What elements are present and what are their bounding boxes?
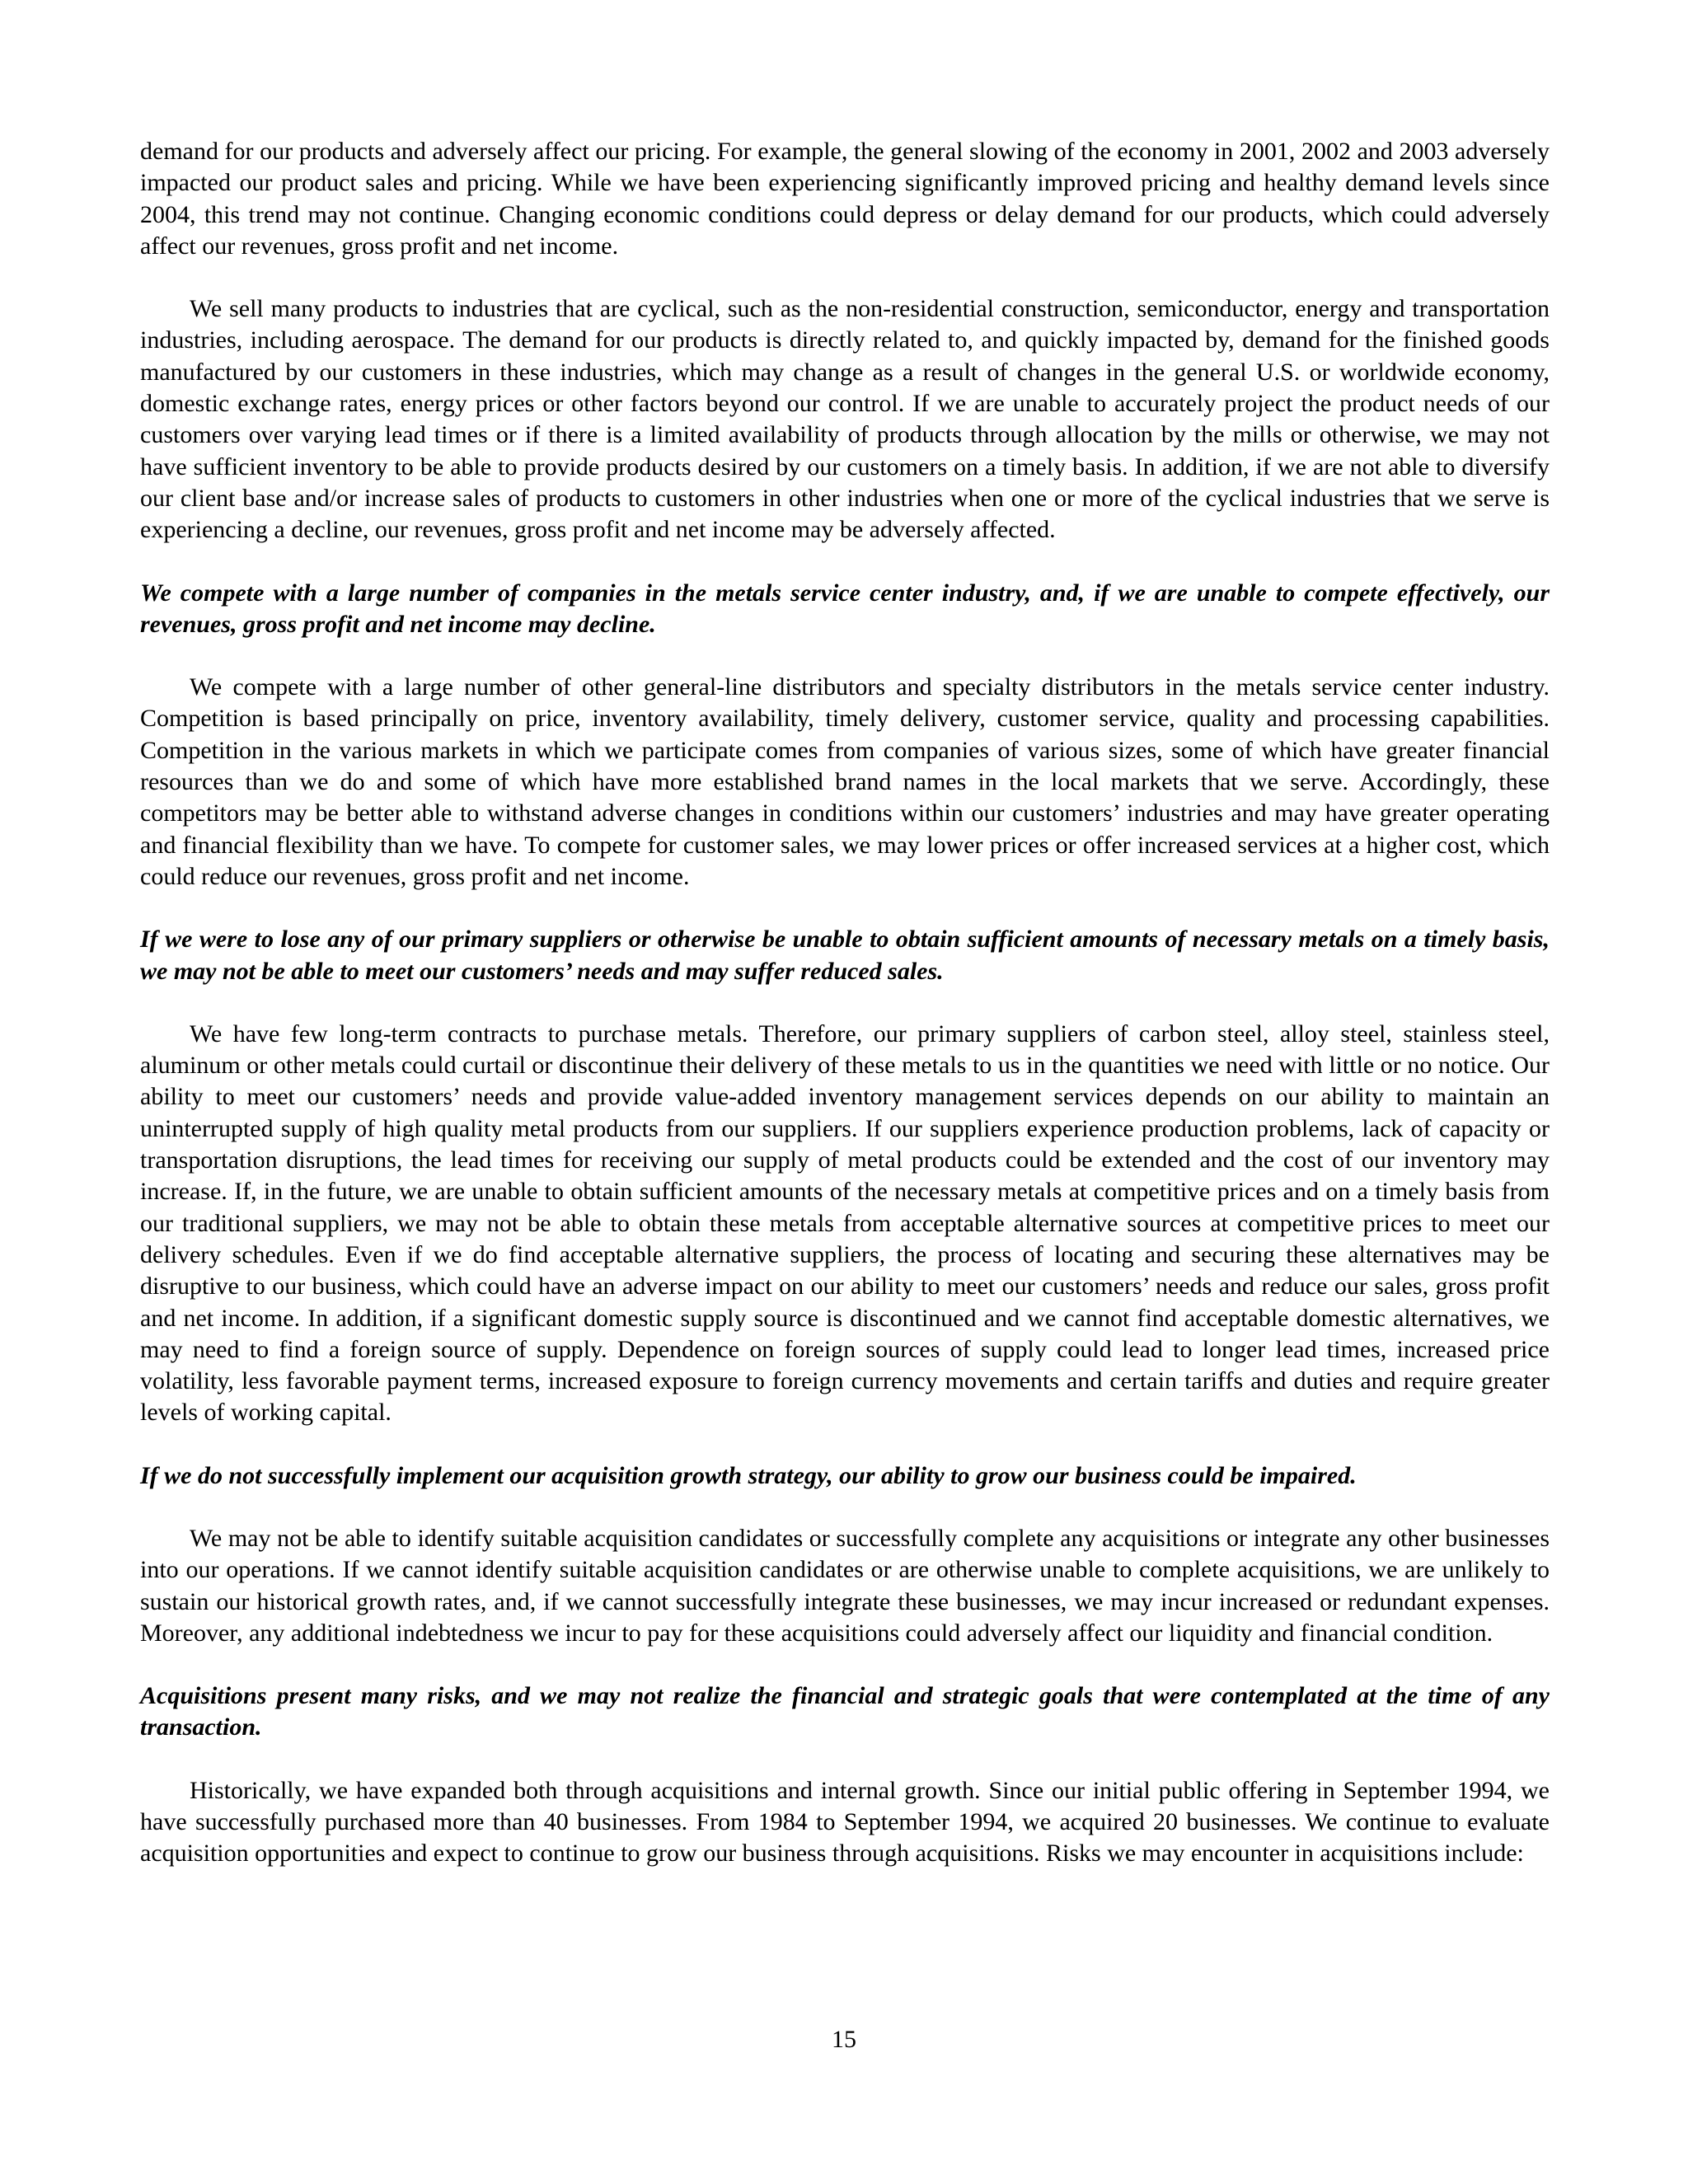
risk-heading-competition: We compete with a large number of companies in the metals service center industry, and, if we are unable to compete effectively, our revenues, gross profit and net income may decline. [140, 579, 1550, 638]
risk-heading-acquisition-strategy: If we do not successfully implement our acquisition growth strategy, our ability to grow our business could be impaired. [140, 1461, 1357, 1489]
paragraph-spacer [140, 1429, 1550, 1460]
paragraph-competition: We compete with a large number of other general-line distributors and specialty distributors in the metals service center industry. Competition is based principally on price, inventory availability, timely delivery, customer service, quality and processing capabilities. Competition in the various markets in which we participate comes from companies of various sizes, some of which have greater financial resources than we do and some of which have more established brand names in the local markets that we serve. Accordingly, these competitors may be better able to withstand adverse changes in conditions within our customers’ industries and may have greater operating and financial flexibility than we have. To compete for customer sales, we may lower prices or offer increased services at a higher cost, which could reduce our revenues, gross profit and net income. [140, 673, 1550, 890]
risk-heading-acquisition-risks: Acquisitions present many risks, and we may not realize the financial and strategic goals that were contemplated at the time of any transaction. [140, 1682, 1550, 1741]
paragraph-spacer [140, 1649, 1550, 1680]
paragraph-acquisition-strategy: We may not be able to identify suitable acquisition candidates or successfully complete any acquisitions or integrate any other businesses into our operations. If we cannot identify suitable acquisition candidates or are otherwise unable to complete acquisitions, we are unlikely to sustain our historical growth rates, and, if we cannot successfully integrate these businesses, we may incur increased or redundant expenses. Moreover, any additional indebtedness we incur to pay for these acquisitions could adversely affect our liquidity and financial condition. [140, 1524, 1550, 1647]
paragraph-spacer [140, 893, 1550, 924]
paragraph-spacer [140, 546, 1550, 578]
paragraph-cyclical-industries: We sell many products to industries that are cyclical, such as the non-residential construction, semiconductor, energy and transportation industries, including aerospace. The demand for our products is directly related to, and quickly impacted by, demand for the finished goods manufactured by our customers in these industries, which may change as a result of changes in the general U.S. or worldwide economy, domestic exchange rates, energy prices or other factors beyond our control. If we are unable to accurately project the product needs of our customers over varying lead times or if there is a limited availability of products through allocation by the mills or otherwise, we may not have sufficient inventory to be able to provide products desired by our customers on a timely basis. In addition, if we are not able to diversify our client base and/or increase sales of products to customers in other industries when one or more of the cyclical industries that we serve is experiencing a decline, our revenues, gross profit and net income may be adversely affected. [140, 295, 1550, 544]
paragraph-spacer [140, 1492, 1550, 1523]
page-number: 15 [832, 2026, 856, 2053]
paragraph-spacer [140, 640, 1550, 672]
paragraph-demand-continuation: demand for our products and adversely affect our pricing. For example, the general slowing of the economy in 2001, 2002 and 2003 adversely impacted our product sales and pricing. While we have been experiencing significantly improved pricing and healthy demand levels since 2004, this trend may not continue. Changing economic conditions could depress or delay demand for our products, which could adversely affect our revenues, gross profit and net income. [140, 138, 1550, 260]
paragraph-spacer [140, 262, 1550, 293]
paragraph-acquisition-history: Historically, we have expanded both through acquisitions and internal growth. Since our initial public offering in September 1994, we have successfully purchased more than 40 businesses. From 1984 to September 1994, we acquired 20 businesses. We continue to evaluate acquisition opportunities and expect to continue to grow our business through acquisitions. Risks we may encounter in acquisitions include: [140, 1776, 1550, 1868]
paragraph-suppliers: We have few long-term contracts to purchase metals. Therefore, our primary suppliers of carbon steel, alloy steel, stainless steel, aluminum or other metals could curtail or discontinue their delivery of these metals to us in the quantities we need with little or no notice. Our ability to meet our customers’ needs and provide value-added inventory management services depends on our ability to maintain an uninterrupted supply of high quality metal products from our suppliers. If our suppliers experience production problems, lack of capacity or transportation disruptions, the lead times for receiving our supply of metal products could be extended and the cost of our inventory may increase. If, in the future, we are unable to obtain sufficient amounts of the necessary metals at competitive prices and on a timely basis from our traditional suppliers, we may not be able to obtain these metals from acceptable alternative sources at competitive prices to meet our delivery schedules. Even if we do find acceptable alternative suppliers, the process of locating and securing these alternatives may be disruptive to our business, which could have an adverse impact on our ability to meet our customers’ needs and reduce our sales, gross profit and net income. In addition, if a significant domestic supply source is discontinued and we cannot find acceptable domestic alternatives, we may need to find a foreign source of supply. Dependence on foreign sources of supply could lead to longer lead times, increased price volatility, less favorable payment terms, increased exposure to foreign currency movements and certain tariffs and duties and require greater levels of working capital. [140, 1019, 1550, 1427]
risk-heading-suppliers: If we were to lose any of our primary suppliers or otherwise be unable to obtain sufficient amounts of necessary metals on a timely basis, we may not be able to meet our customers’ needs and may suffer reduced sales. [140, 926, 1550, 985]
paragraph-spacer [140, 1744, 1550, 1775]
document-page [140, 136, 1550, 1870]
paragraph-spacer [140, 987, 1550, 1019]
